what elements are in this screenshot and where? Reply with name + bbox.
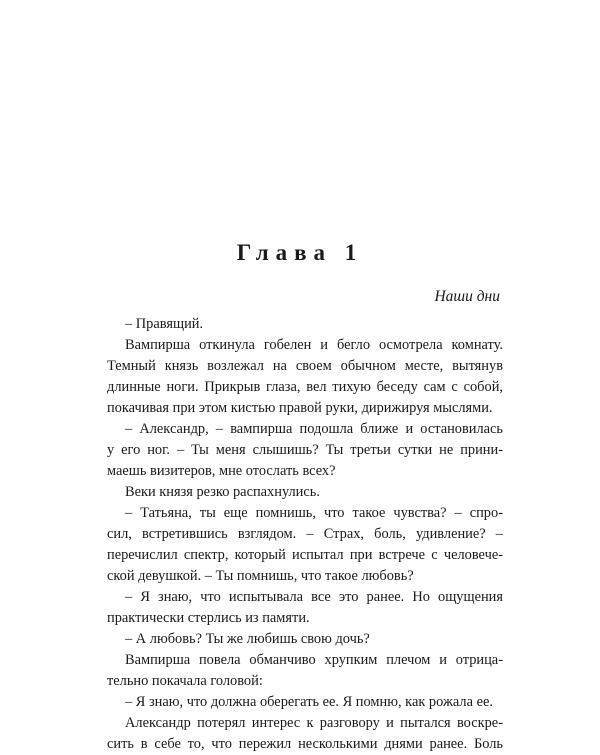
text-line: покачивая при этом кистью правой руки, дирижируя мыслями. bbox=[107, 400, 493, 416]
chapter-title: Глава 1 bbox=[236, 240, 364, 265]
text-line: Темный князь возлежал на своем обычном месте, вытянув bbox=[107, 358, 503, 374]
text-line: сить в себе то, что пережил несколькими днями ранее. Боль bbox=[107, 736, 503, 752]
text-line: – Александр, – вампирша подошла ближе и остановилась bbox=[125, 421, 503, 437]
text-line: у его ног. – Ты меня слышишь? Ты третьи сутки не прини- bbox=[107, 442, 503, 458]
text-line: – Правящий. bbox=[125, 316, 204, 332]
text-line: маешь визитеров, мне отослать всех? bbox=[107, 463, 336, 479]
text-line: Вампирша повела обманчиво хрупким плечом и отрица- bbox=[125, 652, 503, 668]
text-line: Веки князя резко распахнулись. bbox=[125, 484, 320, 500]
text-line: перечислил спектр, который испытал при встрече с человече- bbox=[107, 547, 503, 563]
text-line: ской девушкой. – Ты помнишь, что такое любовь? bbox=[107, 568, 414, 584]
text-line: – Я знаю, что испытывала все это ранее. Но ощущения bbox=[125, 589, 503, 605]
text-line: тельно покачала головой: bbox=[107, 673, 263, 689]
chapter-epigraph: Наши дни bbox=[434, 288, 500, 305]
text-line: – Татьяна, ты еще помнишь, что такое чувства? – спро- bbox=[125, 505, 503, 521]
text-line: Вампирша откинула гобелен и бегло осмотрела комнату. bbox=[125, 337, 503, 353]
chapter-body-text bbox=[107, 314, 503, 755]
text-line: – Я знаю, что должна оберегать ее. Я помню, как рожала ее. bbox=[125, 694, 493, 710]
text-line: сил, встретившись взглядом. – Страх, боль, удивление? – bbox=[107, 526, 503, 542]
text-line: Александр потерял интерес к разговору и пытался воскре- bbox=[125, 715, 503, 731]
text-line: длинные ноги. Прикрыв глаза, вел тихую беседу сам с собой, bbox=[107, 379, 503, 395]
text-line: практически стерлись из памяти. bbox=[107, 610, 310, 626]
text-line: – А любовь? Ты же любишь свою дочь? bbox=[125, 631, 370, 647]
